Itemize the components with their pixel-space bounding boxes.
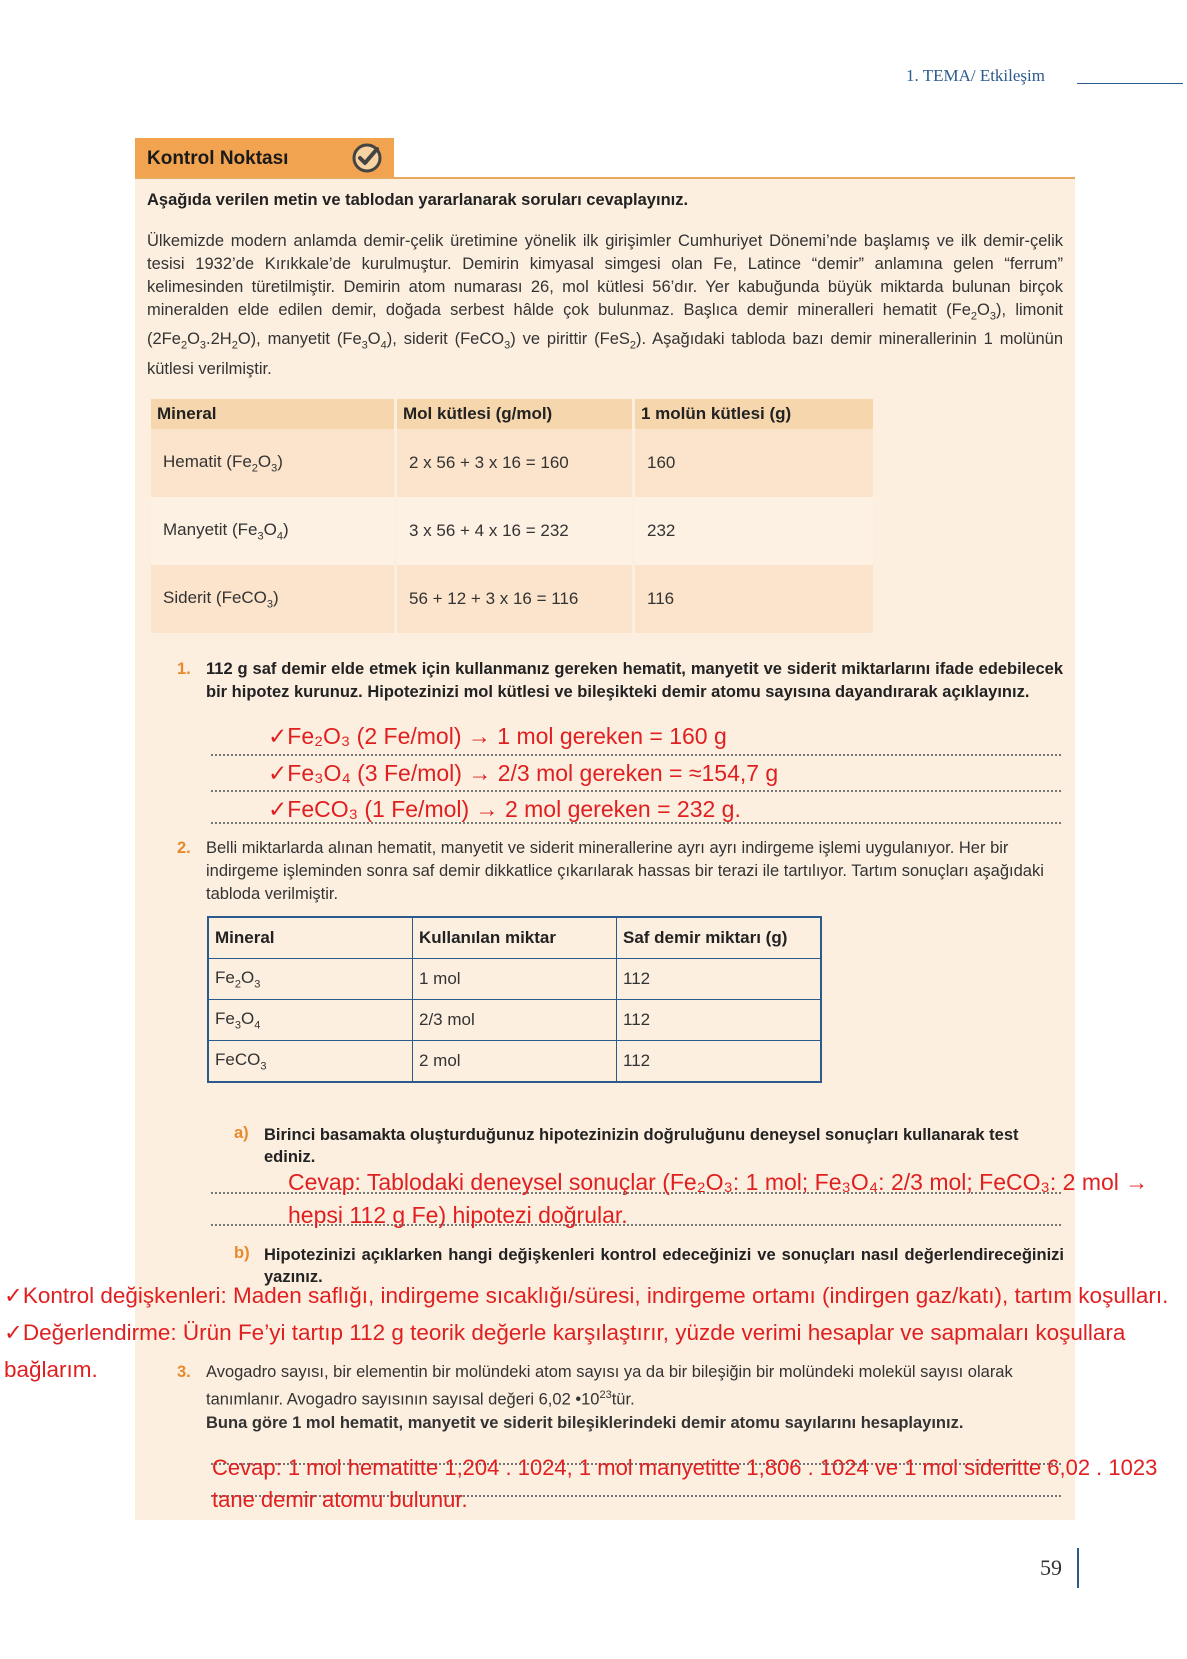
iron-cell: 112 bbox=[617, 1041, 822, 1083]
question-3-text: Avogadro sayısı, bir elementin bir molündeki atom sayısı ya da bir bileşiğin bir molündeki molekül sayısı olarak tanımlanır. Avogadro sayısının sayısal değeri 6,02 $•10^{23}tür$. Buna göre 1 mol hematit, manyetit ve siderit bileşiklerindeki demir atomu sayılarını hesaplayınız. bbox=[206, 1363, 1013, 1432]
question-3-number: 3. bbox=[177, 1363, 191, 1381]
sub-question-b-text: Hipotezinizi açıklarken hangi değişkenleri kontrol edeceğinizi ve sonuçları nasıl değerlendireceğinizi yazınız. bbox=[264, 1246, 1064, 1286]
iron-cell: 112 bbox=[617, 1000, 822, 1041]
section-tab bbox=[135, 138, 394, 178]
mass-cell: 160 bbox=[635, 429, 873, 497]
calc-cell: 56 + 12 + 3 x 16 = 116 bbox=[397, 565, 632, 633]
mineral-cell: $Fe_3O_4$ bbox=[208, 1000, 413, 1041]
table-header: 1 molün kütlesi (g) bbox=[635, 399, 873, 429]
check-badge-icon bbox=[351, 142, 383, 174]
mass-cell: 232 bbox=[635, 497, 873, 565]
answer-line bbox=[211, 754, 1061, 756]
table-row bbox=[208, 959, 821, 1000]
calc-cell: 2 x 56 + 3 x 16 = 160 bbox=[397, 429, 632, 497]
molar-mass-table bbox=[148, 399, 876, 633]
instruction: Aşağıda verilen metin ve tablodan yararlanarak soruları cevaplayınız. bbox=[147, 191, 689, 209]
section-title: Kontrol Noktası bbox=[147, 148, 289, 169]
sub-question-b-answer: ✓Kontrol değişkenleri: Maden saflığı, indirgeme sıcaklığı/süresi, indirgeme ortamı (indirgen gaz/katı), tartım koşulları. ✓Değerlendirme: Ürün Fe’yi tartıp 112 g teorik değerle karşılaştırır, yüzde verimi hesaplar ve sapmaları koşullara bağlarım. bbox=[4, 1283, 1169, 1382]
table-row bbox=[208, 1000, 821, 1041]
sub-question-b-label: b) bbox=[234, 1244, 250, 1262]
table-row bbox=[208, 1041, 821, 1083]
table-row bbox=[151, 565, 873, 633]
header-tema: 1. TEMA/ Etkileşim bbox=[906, 66, 1045, 85]
table-header: Mol kütlesi (g/mol) bbox=[397, 399, 632, 429]
amount-cell: 1 mol bbox=[413, 959, 617, 1000]
amount-cell: 2 mol bbox=[413, 1041, 617, 1083]
q1-answer-3: ✓FeCO₃ (1 Fe/mol) → 2 mol gereken = 232 g. bbox=[268, 796, 741, 822]
question-1-text: 112 g saf demir elde etmek için kullanmanız gereken hematit, manyetit ve siderit miktarlarını ifade edebilecek bir hipotez kurunuz. Hipotezinizi mol kütlesi ve bileşikteki demir atomu sayısına dayandırarak açıklayınız. bbox=[206, 660, 1063, 701]
table-header: Saf demir miktarı (g) bbox=[617, 917, 822, 959]
page-number: 59 bbox=[1040, 1555, 1062, 1580]
answer-line bbox=[211, 822, 1061, 824]
q1-answer-1: ✓Fe₂O₃ (2 Fe/mol) → 1 mol gereken = 160 g bbox=[268, 723, 727, 749]
mineral-cell: $Fe_2O_3$ bbox=[208, 959, 413, 1000]
calc-cell: 3 x 56 + 4 x 16 = 232 bbox=[397, 497, 632, 565]
sub-question-a-answer: Cevap: Tablodaki deneysel sonuçlar (Fe₂O₃: 1 mol; Fe₃O₄: 2/3 mol; FeCO₃: 2 mol → hepsi 112 g Fe) hipotezi doğrular. bbox=[288, 1169, 1149, 1228]
mass-cell: 116 bbox=[635, 565, 873, 633]
experiment-table bbox=[207, 916, 822, 1083]
amount-cell: 2/3 mol bbox=[413, 1000, 617, 1041]
sub-question-a-text: Birinci basamakta oluşturduğunuz hipotezinizin doğruluğunu deneysel sonuçları kullanarak test ediniz. bbox=[264, 1126, 1019, 1166]
intro-paragraph: Ülkemizde modern anlamda demir-çelik üretimine yönelik ilk girişimler Cumhuriyet Dönemi’nde başlamış ve ilk demir-çelik tesisi 1932’de Kırıkkale’de kurulmuştur. Demirin kimyasal simgesi olan Fe, Latince “demir” anlamına gelen “ferrum” kelimesinden türetilmiştir. Demirin atom numarası 26, mol kütlesi 56’dır. Yer kabuğunda büyük miktarda bulunan birçok mineralden elde edilen demir, doğada serbest hâlde çok bulunmaz. Başlıca demir mineralleri hematit $(Fe_2O_3)$, limonit $(2Fe_2O_3.2H_2O)$, manyetit $(Fe_3O_4)$, siderit (FeCO$_3$) ve pirittir (FeS$_2$). Aşağıdaki tabloda bazı demir minerallerinin 1 molünün kütlesi verilmiştir. bbox=[147, 232, 1064, 378]
mineral-cell: Siderit (FeCO$_3$) bbox=[151, 565, 394, 633]
page-number-rule bbox=[1077, 1548, 1079, 1588]
q1-answer-2: ✓Fe₃O₄ (3 Fe/mol) → 2/3 mol gereken = ≈154,7 g bbox=[268, 760, 779, 786]
table-row bbox=[151, 497, 873, 565]
question-2-text: Belli miktarlarda alınan hematit, manyetit ve siderit minerallerine ayrı ayrı indirgeme işlemi uygulanıyor. Her bir indirgeme işleminden sonra saf demir dikkatlice çıkarılarak hassas bir terazi ile tartılıyor. Tartım sonuçları aşağıdaki tabloda verilmiştir. bbox=[206, 839, 1044, 903]
mineral-cell: FeCO$_3$ bbox=[208, 1041, 413, 1083]
sub-question-a-label: a) bbox=[234, 1124, 249, 1142]
mineral-cell: Hematit $(Fe_2O_3)$ bbox=[151, 429, 394, 497]
section-rule bbox=[135, 177, 1075, 179]
question-2-number: 2. bbox=[177, 839, 191, 857]
answer-line bbox=[211, 790, 1061, 792]
question-1-number: 1. bbox=[177, 660, 191, 678]
table-header: Kullanılan miktar bbox=[413, 917, 617, 959]
mineral-cell: Manyetit $(Fe_3O_4)$ bbox=[151, 497, 394, 565]
table-header: Mineral bbox=[208, 917, 413, 959]
table-header: Mineral bbox=[151, 399, 394, 429]
iron-cell: 112 bbox=[617, 959, 822, 1000]
question-3-answer: Cevap: 1 mol hematitte 1,204 . 1024, 1 mol manyetitte 1,806 . 1024 ve 1 mol sideritte 6,02 . 1023 tane demir atomu bulunur. bbox=[212, 1455, 1158, 1512]
table-row bbox=[151, 429, 873, 497]
header-rule bbox=[1077, 83, 1183, 84]
